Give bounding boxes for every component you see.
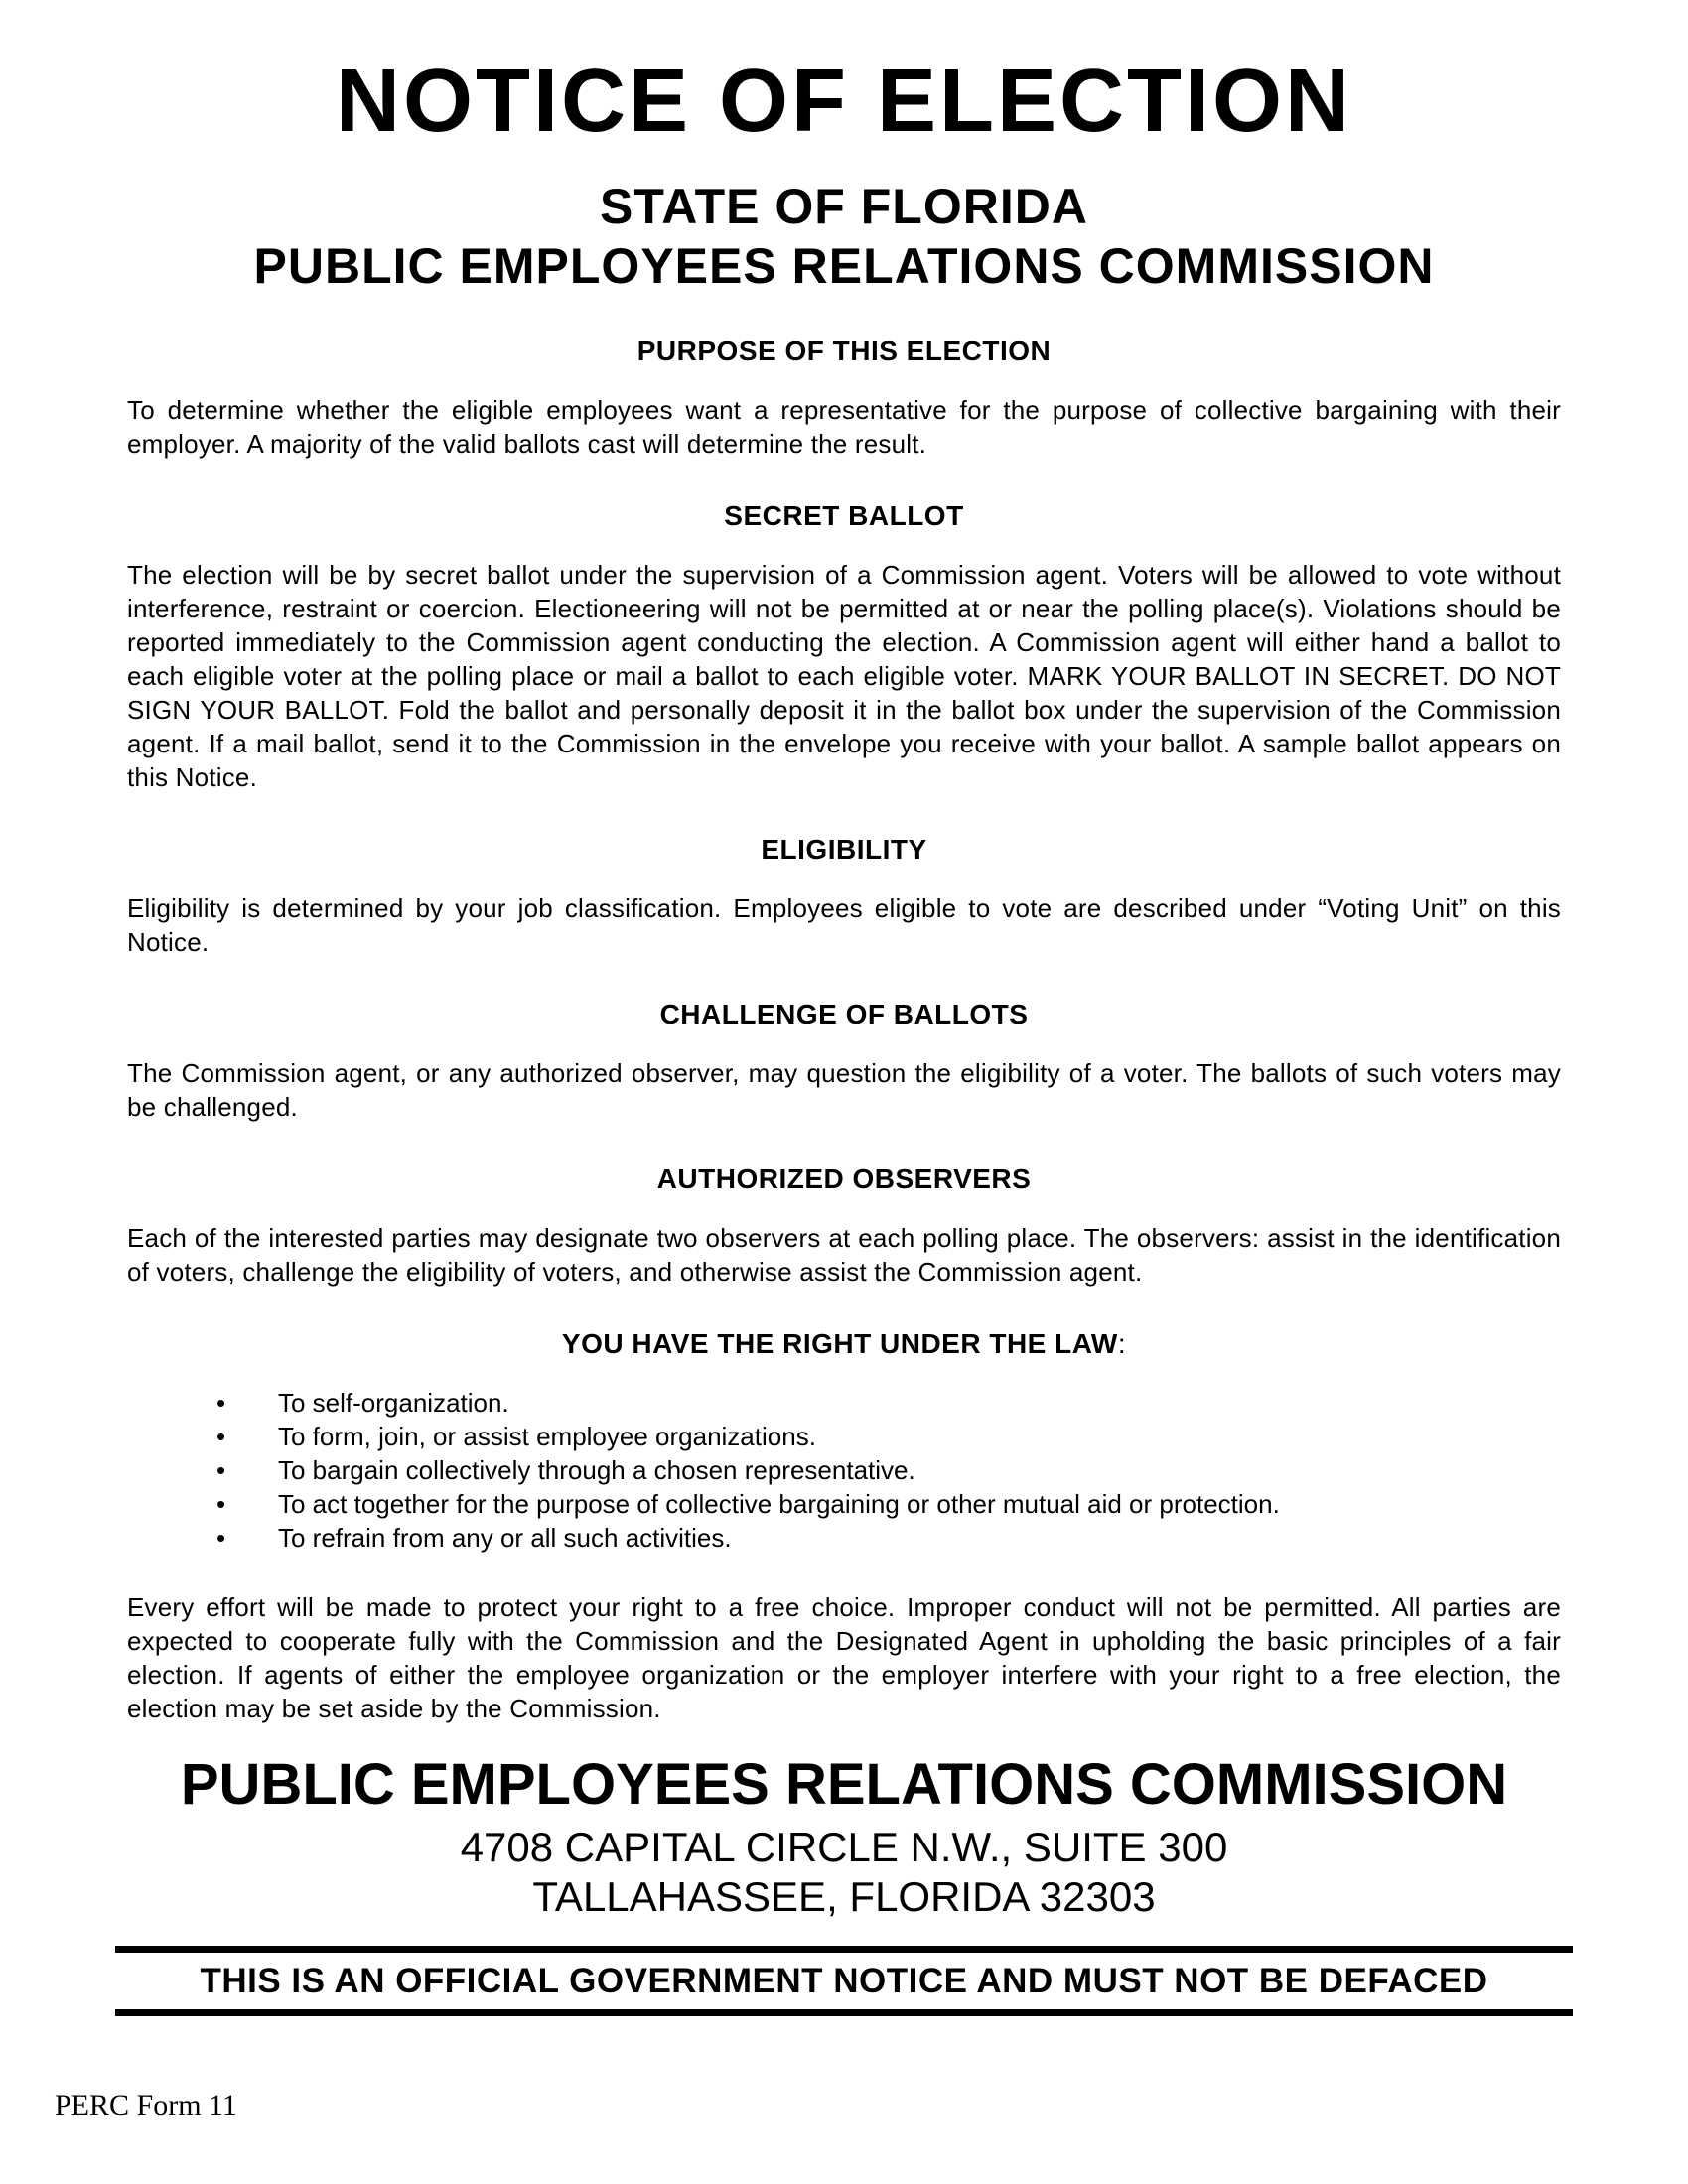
section-heading: CHALLENGE OF BALLOTS <box>659 998 1029 1029</box>
section-heading: SECRET BALLOT <box>724 499 964 531</box>
commission-address-block <box>127 1751 1561 1922</box>
section-body: The election will be by secret ballot under the supervision of a Commission agent. Voters will be allowed to vote without interference, restraint or coercion. Electioneering will not be permitted at or near the polling place(s). Violations should be reported immediately to the Commission agent conducting the election. A Commission agent will either hand a ballot to each eligible voter at the polling place or mail a ballot to each eligible voter. MARK YOUR BALLOT IN SECRET. DO NOT SIGN YOUR BALLOT. Fold the ballot and personally deposit it in the ballot box under the supervision of the Commission agent. If a mail ballot, send it to the Commission in the envelope you receive with your ballot. A sample ballot appears on this Notice. <box>127 559 1561 792</box>
section-rights <box>127 1328 1561 1555</box>
rights-heading-colon: : <box>1117 1327 1127 1359</box>
subtitle-state: STATE OF FLORIDA <box>600 178 1088 234</box>
rights-list-item: • To act together for the purpose of collective bargaining or other mutual aid or protection. <box>216 1487 1561 1521</box>
subtitle-commission: PUBLIC EMPLOYEES RELATIONS COMMISSION <box>253 237 1435 294</box>
section-heading: AUTHORIZED OBSERVERS <box>656 1162 1032 1194</box>
commission-name: PUBLIC EMPLOYEES RELATIONS COMMISSION <box>180 1751 1508 1817</box>
rights-heading <box>127 1328 1561 1360</box>
page-title: NOTICE OF ELECTION <box>335 52 1352 151</box>
section-secret-ballot <box>127 500 1561 794</box>
section-purpose <box>127 336 1561 461</box>
commission-address-line1: 4708 CAPITAL CIRCLE N.W., SUITE 300 <box>460 1823 1228 1870</box>
section-challenge-of-ballots <box>127 999 1561 1124</box>
closing-paragraph: Every effort will be made to protect your right to a free choice. Improper conduct will not be permitted. All parties are expected to cooperate fully with the Commission and the Designated Agent in upholding the basic principles of a fair election. If agents of either the employee organization or the employer interfere with your right to a free election, the election may be set aside by the Commission. <box>127 1591 1561 1723</box>
official-notice-text: THIS IS AN OFFICIAL GOVERNMENT NOTICE AND MUST NOT BE DEFACED <box>200 1961 1488 2000</box>
commission-address-line2: TALLAHASSEE, FLORIDA 32303 <box>532 1872 1156 1920</box>
section-body: Eligibility is determined by your job classification. Employees eligible to vote are described under “Voting Unit” on this Notice. <box>127 892 1561 957</box>
section-heading: ELIGIBILITY <box>761 833 927 865</box>
official-notice-band <box>115 1946 1573 2016</box>
rights-list-item: • To self-organization. <box>216 1386 1561 1420</box>
section-eligibility <box>127 834 1561 959</box>
section-body: To determine whether the eligible employees want a representative for the purpose of collective bargaining with their employer. A majority of the valid ballots cast will determine the result. <box>127 394 1561 459</box>
section-body: The Commission agent, or any authorized observer, may question the eligibility of a voter. The ballots of such voters may be challenged. <box>127 1057 1561 1122</box>
rights-heading-text: YOU HAVE THE RIGHT UNDER THE LAW <box>561 1327 1118 1359</box>
rights-list-item: • To bargain collectively through a chosen representative. <box>216 1453 1561 1487</box>
rights-list <box>127 1386 1561 1555</box>
bottom-rule <box>115 2009 1573 2016</box>
section-authorized-observers <box>127 1163 1561 1289</box>
section-body: Each of the interested parties may designate two observers at each polling place. The observers: assist in the identification of voters, challenge the eligibility of voters, and otherwise assist the Commission agent. <box>127 1222 1561 1287</box>
top-rule <box>115 1946 1573 1953</box>
subtitle-block <box>127 177 1561 296</box>
section-heading: PURPOSE OF THIS ELECTION <box>636 335 1052 366</box>
form-number: PERC Form 11 <box>55 2089 237 2121</box>
rights-list-item: • To form, join, or assist employee organizations. <box>216 1420 1561 1453</box>
rights-list-item: • To refrain from any or all such activities. <box>216 1521 1561 1555</box>
